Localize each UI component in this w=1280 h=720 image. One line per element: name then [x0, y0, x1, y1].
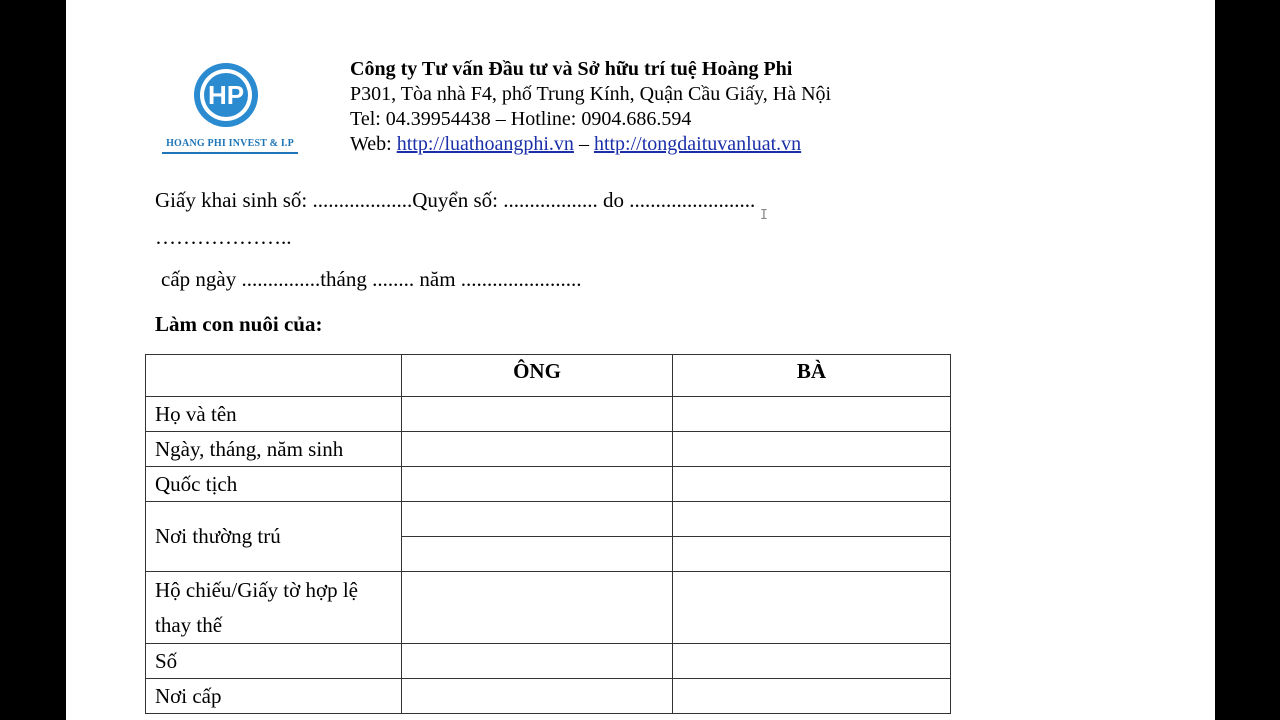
logo-text: HOANG PHI INVEST & I.P [166, 138, 294, 149]
cell-father-name[interactable] [402, 397, 673, 432]
table-row [146, 502, 951, 537]
cell-father-dob[interactable] [402, 432, 673, 467]
cell-mother-residence-2[interactable] [673, 537, 951, 572]
table-row [146, 644, 951, 679]
table-header-row [146, 355, 951, 397]
link-separator: – [573, 133, 594, 155]
cell-father-issued-place[interactable] [402, 679, 673, 714]
cell-father-passport[interactable] [402, 572, 673, 644]
row-label-number: Số [146, 644, 402, 679]
issue-date-line: cấp ngày ...............tháng ........ năm ....................... [161, 267, 582, 291]
row-label-passport [146, 572, 402, 644]
row-label-dob: Ngày, tháng, năm sinh [146, 432, 402, 467]
header-father: ÔNG [402, 355, 673, 397]
adoptive-parents-table [145, 354, 951, 714]
company-web [350, 132, 831, 157]
cell-mother-dob[interactable] [673, 432, 951, 467]
header-empty [146, 355, 402, 397]
cell-father-residence-1[interactable] [402, 502, 673, 537]
cell-father-nationality[interactable] [402, 467, 673, 502]
company-name: Công ty Tư vấn Đầu tư và Sở hữu trí tuệ Hoàng Phi [350, 58, 793, 80]
passport-label-line1: Hộ chiếu/Giấy tờ hợp lệ [155, 577, 358, 602]
cell-mother-residence-1[interactable] [673, 502, 951, 537]
cell-mother-number[interactable] [673, 644, 951, 679]
svg-text:HP: HP [207, 80, 245, 110]
row-label-name: Họ và tên [146, 397, 402, 432]
table-row [146, 572, 951, 644]
cell-mother-nationality[interactable] [673, 467, 951, 502]
row-label-nationality: Quốc tịch [146, 467, 402, 502]
cell-father-residence-2[interactable] [402, 537, 673, 572]
document-page [66, 0, 1215, 720]
cell-mother-passport[interactable] [673, 572, 951, 644]
text-cursor-icon: I [760, 208, 768, 223]
passport-label-line2: thay thế [155, 612, 223, 637]
header-mother: BÀ [673, 355, 951, 397]
company-address: P301, Tòa nhà F4, phố Trung Kính, Quận Cầu Giấy, Hà Nội [350, 83, 832, 105]
cell-father-number[interactable] [402, 644, 673, 679]
web-label: Web: [350, 133, 397, 155]
hp-logo-icon [193, 62, 259, 128]
link-luathoangphi[interactable]: http://luathoangphi.vn [396, 133, 574, 155]
cell-mother-name[interactable] [673, 397, 951, 432]
dotted-continuation: ……………….. [155, 225, 292, 249]
cell-mother-issued-place[interactable] [673, 679, 951, 714]
row-label-residence: Nơi thường trú [146, 502, 402, 572]
table-row [146, 467, 951, 502]
company-header [350, 57, 831, 157]
table-row [146, 679, 951, 714]
company-logo [160, 58, 300, 158]
row-label-issued-place: Nơi cấp [146, 679, 402, 714]
company-phone: Tel: 04.39954438 – Hotline: 0904.686.594 [350, 108, 692, 130]
table-row [146, 432, 951, 467]
logo-underline [162, 152, 298, 154]
birth-certificate-line: Giấy khai sinh số: ...................Quyển số: .................. do ........................ [155, 188, 756, 212]
link-tongdaituvanluat[interactable]: http://tongdaituvanluat.vn [593, 133, 802, 155]
section-heading: Làm con nuôi của: [155, 312, 323, 336]
table-row [146, 397, 951, 432]
